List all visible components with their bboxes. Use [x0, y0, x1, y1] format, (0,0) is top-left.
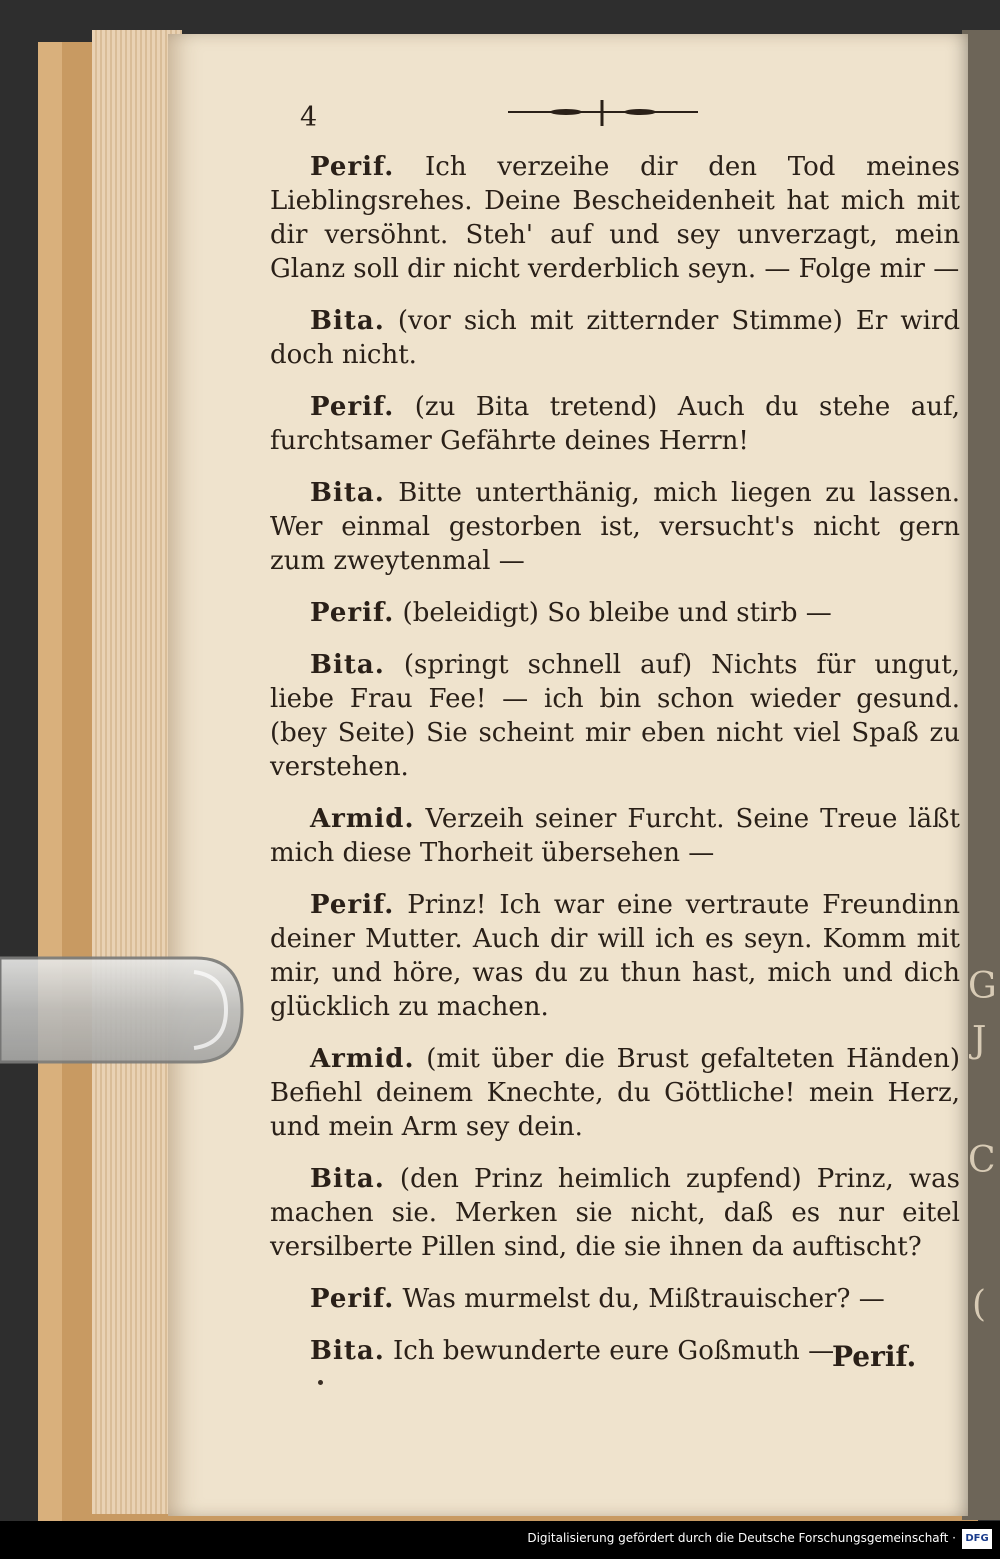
speaker-name: Bita.	[310, 478, 385, 508]
dialogue-text: (springt schnell auf) Nichts für ungut, liebe Frau Fee! — ich bin schon wieder gesund. (bey Seite) Sie scheint mir eben nicht viel Spaß zu verstehen.	[270, 650, 960, 782]
dialogue-text: Verzeih seiner Furcht. Seine Treue läßt mich diese Thorheit übersehen —	[270, 804, 960, 868]
dialogue-paragraph	[270, 304, 960, 372]
dfg-logo: DFG	[962, 1529, 992, 1549]
page-number: 4	[300, 102, 318, 133]
dialogue-text: Was murmelst du, Mißtrauischer? —	[402, 1284, 885, 1314]
dialogue-text: Ich verzeihe dir den Tod meines Lieblingsrehes. Deine Bescheidenheit hat mich mit dir versöhnt. Steh' auf und sey unverzagt, mein Glanz soll dir nicht verderblich seyn. — Folge mir —	[270, 152, 960, 284]
dialogue-paragraph	[270, 802, 960, 870]
dialogue-text: Prinz! Ich war eine vertraute Freundinn deiner Mutter. Auch dir will ich es seyn. Komm mit mir, und höre, was du zu thun hast, mich und dich glücklich zu machen.	[270, 890, 961, 1022]
footer-credit: Digitalisierung gefördert durch die Deutsche Forschungsgemeinschaft ·	[527, 1531, 956, 1545]
rule-ornament-icon	[508, 100, 698, 128]
footer-bar	[0, 1521, 1000, 1559]
dialogue-paragraph	[270, 1042, 960, 1144]
cover-edge	[38, 42, 62, 1522]
dialogue-paragraph	[270, 596, 960, 630]
dialogue-paragraph	[270, 888, 960, 1024]
speaker-name: Bita.	[310, 1336, 385, 1366]
dialogue-paragraph	[270, 1162, 960, 1264]
dialogue-text: Ich bewunderte eure Goßmuth —	[393, 1336, 835, 1366]
page-holder-clip-icon	[0, 948, 244, 1072]
dialogue-paragraph	[270, 648, 960, 784]
speaker-name: Armid.	[310, 1044, 415, 1074]
adjacent-glyph: G	[968, 966, 997, 1007]
adjacent-glyph: C	[968, 1140, 996, 1181]
speaker-name: Perif.	[310, 1284, 395, 1314]
dialogue-text: (zu Bita tretend) Auch du stehe auf, furchtsamer Gefährte deines Herrn!	[270, 392, 960, 456]
speaker-name: Bita.	[310, 650, 385, 680]
dialogue-text: Bitte unterthänig, mich liegen zu lassen. Wer einmal gestorben ist, versucht's nicht gern zum zweytenmal —	[270, 478, 960, 576]
speaker-name: Bita.	[310, 306, 385, 336]
speaker-name: Bita.	[310, 1164, 385, 1194]
dialogue-text: (beleidigt) So bleibe und stirb —	[402, 598, 832, 628]
dialogue-paragraph	[270, 390, 960, 458]
speaker-name: Perif.	[310, 152, 395, 182]
adjacent-glyph: (	[972, 1284, 987, 1325]
dialogue-text: (vor sich mit zitternder Stimme) Er wird doch nicht.	[270, 306, 960, 370]
speaker-name: Perif.	[310, 890, 395, 920]
dialogue-paragraph	[270, 476, 960, 578]
dialogue-paragraph	[270, 1282, 960, 1316]
catchword: Perif.	[832, 1340, 917, 1373]
adjacent-glyph: J	[972, 1020, 987, 1061]
speaker-name: Armid.	[310, 804, 415, 834]
speaker-name: Perif.	[310, 392, 395, 422]
page-body	[270, 150, 960, 1386]
dialogue-text: (mit über die Brust gefalteten Händen) Befiehl deinem Knechte, du Göttliche! mein Herz, und mein Arm sey dein.	[270, 1044, 960, 1142]
speaker-name: Perif.	[310, 598, 395, 628]
dialogue-text: (den Prinz heimlich zupfend) Prinz, was machen sie. Merken sie nicht, daß es nur eitel versilberte Pillen sind, die sie ihnen da auftischt?	[270, 1164, 960, 1262]
signature-mark	[318, 1380, 323, 1385]
dialogue-paragraph	[270, 150, 960, 286]
